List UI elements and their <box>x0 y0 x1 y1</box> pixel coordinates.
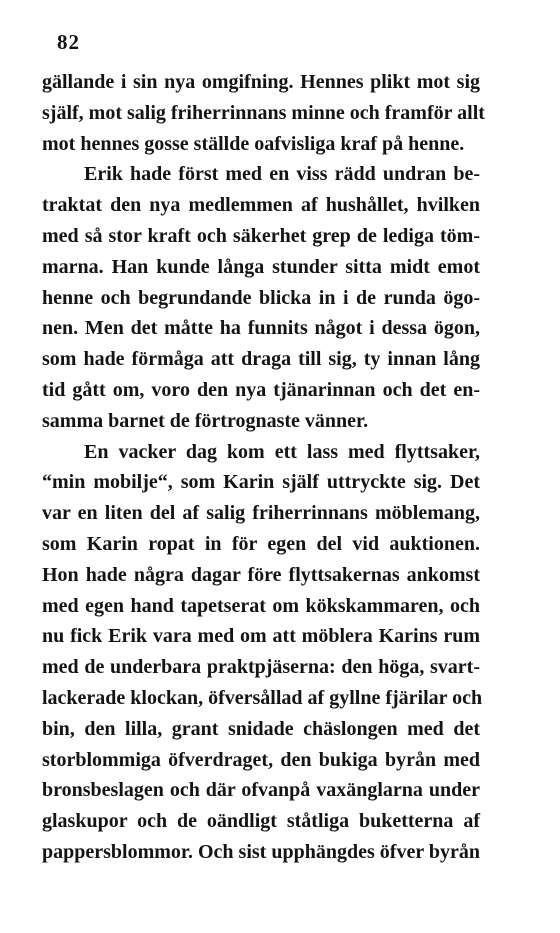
text-line: traktat den nya medlemmen af hushållet, hvilken <box>42 194 480 217</box>
text-line: En vacker dag kom ett lass med flyttsaker, <box>84 440 480 463</box>
text-line: “min mobilje“, som Karin själf uttryckte sig. Det <box>42 471 480 494</box>
text-line: Erik hade först med en viss rädd undran be- <box>84 163 480 186</box>
text-line: med så stor kraft och säkerhet grep de lediga töm- <box>42 224 480 247</box>
page-number: 82 <box>57 30 80 54</box>
text-line: tid gått om, voro den nya tjänarinnan och det en- <box>42 378 480 401</box>
text-line: som hade förmåga att draga till sig, ty innan lång <box>42 348 480 371</box>
text-line: själf, mot salig friherrinnans minne och framför allt <box>42 101 485 124</box>
text-line: som Karin ropat in för egen del vid auktionen. <box>42 532 480 555</box>
text-line: bronsbeslagen och där ofvanpå vaxänglarna under <box>42 779 480 802</box>
text-line: samma barnet de förtrognaste vänner. <box>42 409 369 432</box>
text-line: glaskupor och de oändligt ståtliga buketterna af <box>42 810 480 833</box>
text-line: henne och begrundande blicka in i de runda ögo- <box>42 286 480 309</box>
text-line: mot hennes gosse ställde oafvisliga kraf på henne. <box>42 132 465 155</box>
text-line: lackerade klockan, öfversållad af gyllne fjärilar och <box>42 686 483 709</box>
text-line: pappersblommor. Och sist upphängdes öfver byrån <box>42 840 480 863</box>
text-line: med egen hand tapetserat om kökskammaren, och <box>42 594 480 617</box>
body-text <box>42 67 485 868</box>
text-line: Hon hade några dagar före flyttsakernas ankomst <box>42 563 480 586</box>
text-line: marna. Han kunde långa stunder sitta midt emot <box>42 255 480 278</box>
text-line: nu fick Erik vara med om att möblera Karins rum <box>42 625 480 648</box>
text-line: gällande i sin nya omgifning. Hennes plikt mot sig <box>42 71 480 93</box>
text-line: nen. Men det måtte ha funnits något i dessa ögon, <box>42 317 480 340</box>
text-line: bin, den lilla, grant snidade chäslongen med det <box>42 717 480 740</box>
text-line: med de underbara praktpjäserna: den höga, svart- <box>42 656 480 679</box>
text-line: var en liten del af salig friherrinnans möblemang, <box>42 502 480 525</box>
text-line: storblommiga öfverdraget, den bukiga byrån med <box>42 748 480 771</box>
